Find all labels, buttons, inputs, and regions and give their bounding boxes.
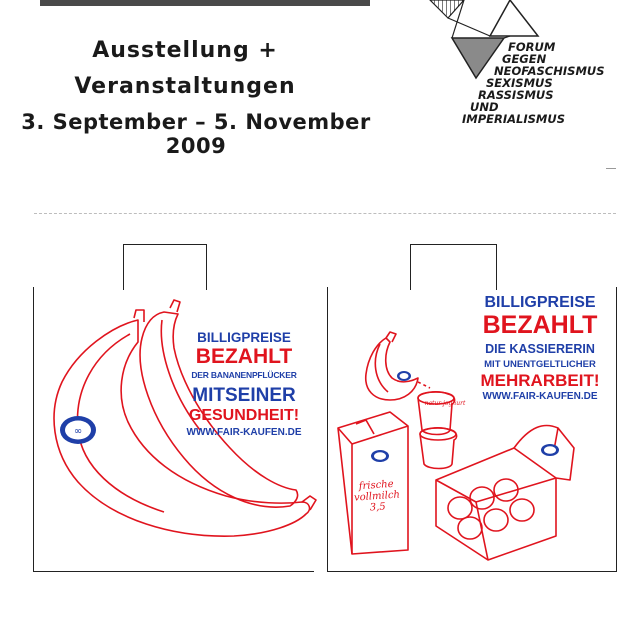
bag-right-line5: MEHRARBEIT! <box>480 371 600 390</box>
yogurt-label: natur joghurt <box>424 400 466 407</box>
dashed-divider <box>34 213 616 214</box>
milk-carton-label <box>346 478 408 515</box>
milk-label-line1: frische <box>358 478 394 493</box>
logo-text-sexismus: SEXISMUS <box>486 76 553 90</box>
bag-left-line2: BEZAHLT <box>195 345 293 368</box>
groceries-illustration-icon <box>330 330 612 570</box>
bag-right-url: WWW.FAIR-KAUFEN.DE <box>482 391 598 402</box>
svg-text:∞: ∞ <box>73 426 83 437</box>
bag-right-line3: DIE KASSIERERIN <box>485 342 595 356</box>
bag-left-line3: DER BANANENPFLÜCKER <box>191 370 297 380</box>
bag-right-handle <box>410 244 497 290</box>
bag-left-handle <box>123 244 207 290</box>
header-title-line2: Veranstaltungen <box>74 74 296 99</box>
logo-text-imperialismus: IMPERIALISMUS <box>462 112 565 126</box>
bag-right-line4: MIT UNENTGELTLICHER <box>484 359 596 370</box>
logo-text-gegen: GEGEN <box>502 52 547 66</box>
header-title-line1: Ausstellung + <box>92 38 278 63</box>
milk-label-line2: vollmilch <box>353 489 401 504</box>
logo-text-neofaschismus: NEOFASCHISMUS <box>494 64 605 78</box>
logo-text-und: UND <box>470 100 499 114</box>
cropped-header-text <box>40 0 370 6</box>
bag-left-line1: BILLIGPREISE <box>197 330 291 345</box>
bag-right-line2: BEZAHLT <box>482 311 598 339</box>
bag-left-url: WWW.FAIR-KAUFEN.DE <box>186 427 302 438</box>
bag-left-line4: MITSEINER <box>192 385 296 406</box>
bag-left-line5: GESUNDHEIT! <box>188 407 300 424</box>
bag-right-line1: BILLIGPREISE <box>484 294 596 311</box>
logo-text-rassismus: RASSISMUS <box>478 88 554 102</box>
logo-text-forum: FORUM <box>508 40 556 54</box>
corner-mark <box>606 168 616 177</box>
milk-label-line3: 3,5 <box>369 501 387 514</box>
header-date-range: 3. September – 5. November 2009 <box>21 110 371 158</box>
